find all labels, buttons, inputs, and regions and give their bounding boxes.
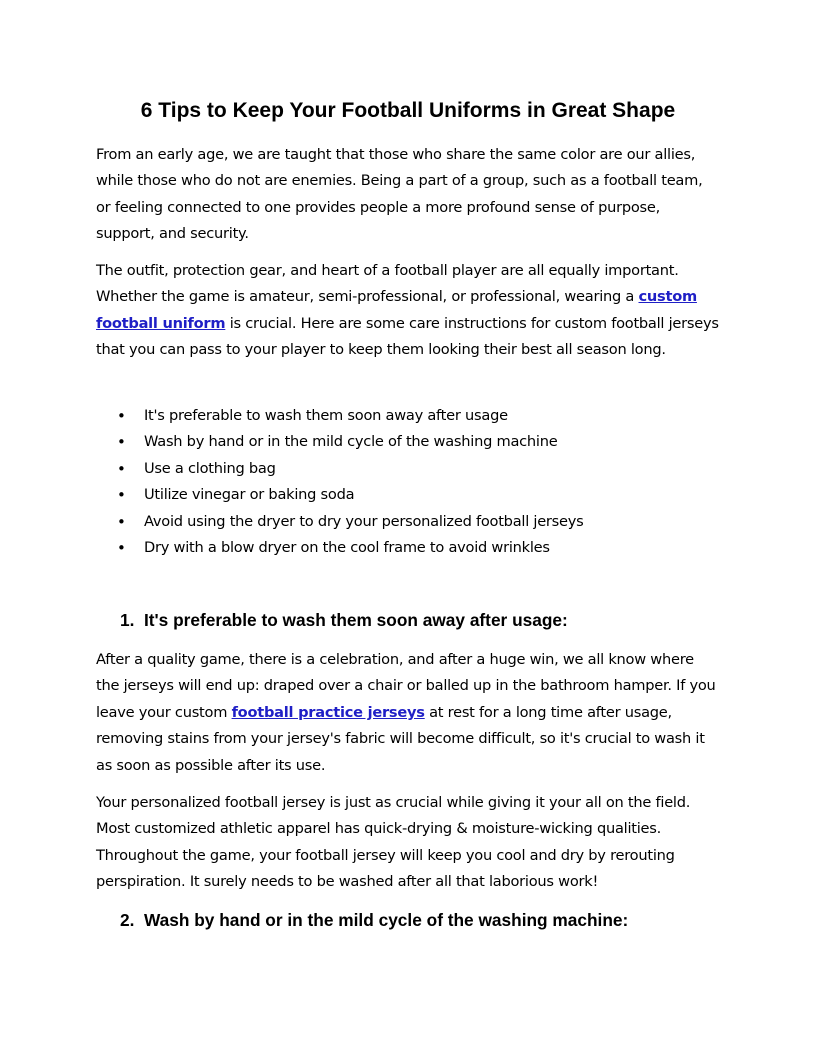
list-item-text: Utilize vinegar or baking soda: [144, 486, 355, 504]
section-1-paragraph-1-text-before: After a quality game, there is a celebration, and after a huge win, we all know where the jerseys will end up: draped over a chair or balled up in the bathroom hamper. If you leave your custom: [96, 651, 716, 721]
list-item: [96, 509, 721, 535]
bullet-icon: •: [117, 407, 126, 425]
uniform-paragraph-text-after: is crucial. Here are some care instructions for custom football jerseys that you can pass to your player to keep them looking their best all season long.: [96, 314, 719, 359]
section-2-number: 2.: [120, 910, 135, 930]
uniform-paragraph-text-before: The outfit, protection gear, and heart of a football player are all equally important. Whether the game is amateur, semi-professional, or professional, wearing a: [96, 262, 679, 306]
list-item-text: It's preferable to wash them soon away after usage: [144, 407, 508, 424]
list-item: [96, 456, 721, 482]
custom-football-uniform-link[interactable]: custom football uniform: [96, 288, 697, 332]
list-item-text: Dry with a blow dryer on the cool frame to avoid wrinkles: [144, 539, 550, 557]
bullet-icon: •: [117, 512, 126, 531]
bullet-icon: •: [117, 433, 126, 452]
bullet-icon: •: [117, 486, 126, 505]
bullet-icon: •: [117, 459, 126, 478]
bullet-icon: •: [117, 539, 126, 558]
list-item: [96, 482, 721, 508]
list-item-text: Use a clothing bag: [144, 459, 276, 477]
list-item: [96, 403, 721, 429]
football-practice-jerseys-link[interactable]: football practice jerseys: [231, 703, 425, 721]
section-1-number: 1.: [120, 610, 135, 630]
page-title: 6 Tips to Keep Your Football Uniforms in Great Shape: [140, 99, 676, 122]
tips-bullet-list: [96, 403, 721, 561]
section-2-heading-text: Wash by hand or in the mild cycle of the washing machine:: [144, 910, 629, 930]
list-item: [96, 535, 721, 561]
list-item-text: Avoid using the dryer to dry your personalized football jerseys: [144, 512, 584, 530]
section-1-paragraph-1: [96, 647, 721, 779]
intro-paragraph: From an early age, we are taught that those who share the same color are our allies, while those who do not are enemies. Being a part of a group, such as a football team, or feeling connected to one provides people a more profound sense of purpose, support, and security.: [96, 146, 703, 243]
list-item-text: Wash by hand or in the mild cycle of the washing machine: [144, 433, 558, 451]
section-1-paragraph-2: Your personalized football jersey is just as crucial while giving it your all on the field. Most customized athletic apparel has quick-drying & moisture-wicking qualities. Throughout the game, your football jersey will keep you cool and dry by rerouting perspiration. It surely needs to be washed after all that laborious work!: [96, 794, 691, 891]
uniform-paragraph: [96, 258, 721, 364]
section-1-heading: [120, 608, 720, 632]
section-1-heading-text: It's preferable to wash them soon away after usage:: [144, 610, 568, 630]
section-2-heading: [120, 908, 720, 932]
section-1-paragraph-1-text-after: at rest for a long time after usage, removing stains from your jersey's fabric will become difficult, so it's crucial to wash it as soon as possible after its use.: [96, 703, 705, 774]
list-item: [96, 429, 721, 455]
